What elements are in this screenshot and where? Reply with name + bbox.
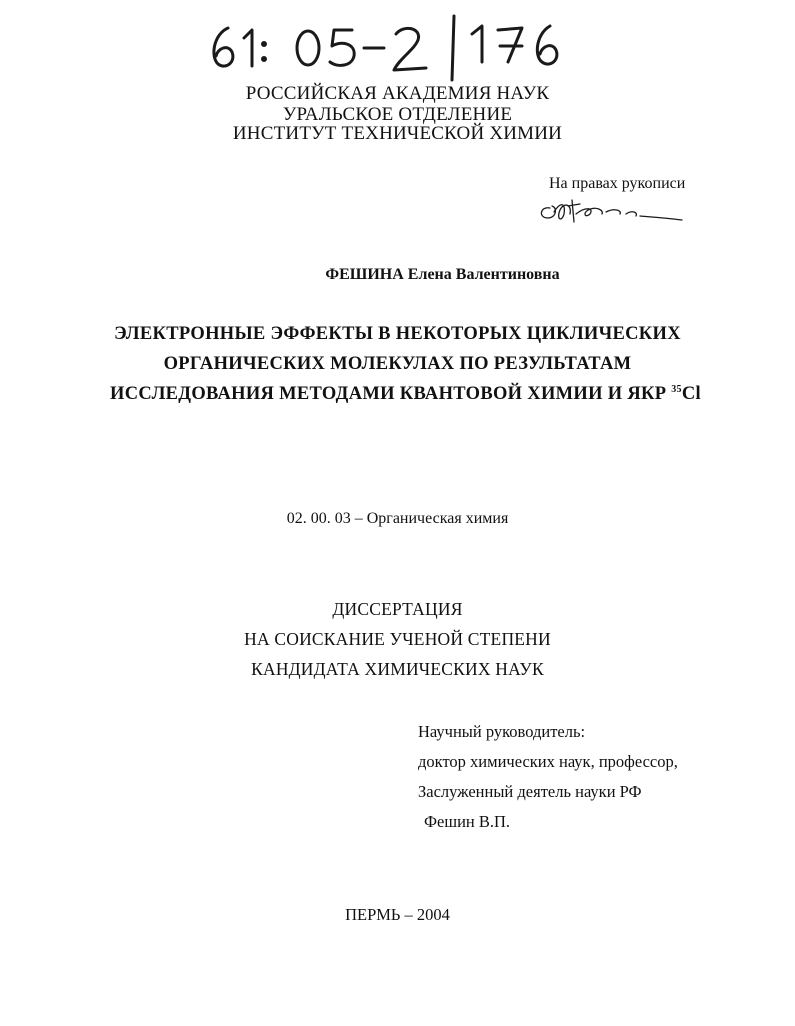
supervisor-label: Научный руководитель: <box>418 722 586 741</box>
org-division: УРАЛЬСКОЕ ОТДЕЛЕНИЕ <box>282 104 513 125</box>
isotope-mass-number: 35 <box>671 384 682 395</box>
supervisor-degree: доктор химических наук, профессор, <box>418 752 678 771</box>
dissertation-label: ДИССЕРТАЦИЯ <box>332 599 463 619</box>
specialty-code: 02. 00. 03 – Органическая химия <box>286 510 509 527</box>
org-name: РОССИЙСКАЯ АКАДЕМИЯ НАУК <box>245 83 550 104</box>
dissertation-degree: КАНДИДАТА ХИМИЧЕСКИХ НАУК <box>251 659 544 679</box>
author-given-names: Елена Валентиновна <box>407 266 560 283</box>
thesis-title-line-3 <box>8 384 795 405</box>
chemical-element: Cl <box>681 384 701 404</box>
supervisor-name: Фешин В.П. <box>424 812 511 831</box>
author-name <box>0 266 795 284</box>
thesis-title-line-2: ОРГАНИЧЕСКИХ МОЛЕКУЛАХ ПО РЕЗУЛЬТАТАМ <box>163 354 632 374</box>
org-institute: ИНСТИТУТ ТЕХНИЧЕСКОЙ ХИМИИ <box>232 123 563 144</box>
manuscript-rights-note: На правах рукописи <box>549 175 686 192</box>
author-surname: ФЕШИНА <box>325 266 404 283</box>
thesis-title-line-1: ЭЛЕКТРОННЫЕ ЭФФЕКТЫ В НЕКОТОРЫХ ЦИКЛИЧЕСКИХ <box>114 324 681 344</box>
dissertation-purpose: НА СОИСКАНИЕ УЧЕНОЙ СТЕПЕНИ <box>244 629 551 649</box>
thesis-title-line-3-text: ИССЛЕДОВАНИЯ МЕТОДАМИ КВАНТОВОЙ ХИМИИ И ЯКР <box>110 384 667 404</box>
supervisor-honor: Заслуженный деятель науки РФ <box>418 782 642 801</box>
handwritten-call-number <box>200 4 580 84</box>
city-and-year: ПЕРМЬ – 2004 <box>345 905 450 924</box>
handwritten-signature <box>536 196 686 226</box>
